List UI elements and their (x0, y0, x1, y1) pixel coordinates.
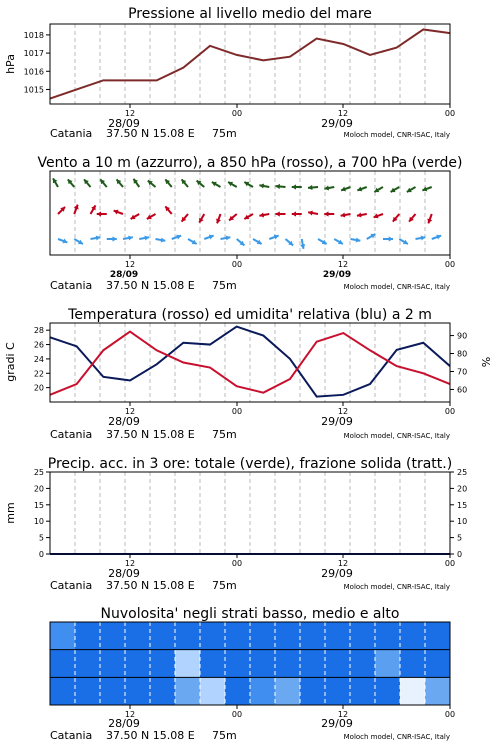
precip-ytick-label-right: 15 (457, 500, 468, 510)
wind-title: Vento a 10 m (azzurro), a 850 hPa (rosso), a 700 hPa (verde) (37, 155, 463, 171)
temp-point (130, 331, 131, 332)
pressure-coords: 37.50 N 15.08 E (106, 127, 195, 140)
cloud-cell (275, 622, 301, 650)
clouds-date-label: 29/09 (321, 717, 353, 730)
temp-point (183, 362, 184, 363)
temp-point (370, 350, 371, 351)
cloud-cell (275, 650, 301, 678)
pressure-point (210, 45, 211, 46)
wind-arrow-head (292, 184, 296, 189)
wind-xtick-label: 00 (231, 260, 243, 269)
cloud-cell (400, 650, 426, 678)
pressure-ytick-label: 1017 (23, 49, 44, 59)
pressure-point (396, 47, 397, 48)
wind-elevation: 75m (212, 279, 237, 292)
cloud-cell (425, 650, 451, 678)
rh-ytick-label-right: 80 (457, 349, 468, 359)
pressure-point (130, 80, 131, 81)
precip-xtick-label: 12 (337, 559, 349, 568)
temp-ytick-label: 24 (33, 354, 44, 364)
cloud-cell (175, 650, 201, 678)
wind-date-label: 29/09 (322, 270, 352, 280)
temp-elevation: 75m (212, 428, 237, 441)
pressure-point (236, 54, 237, 55)
rh-point (263, 335, 264, 336)
cloud-cell (50, 622, 76, 650)
temp-ylabel: gradi C (4, 342, 17, 382)
rh-point (423, 342, 424, 343)
cloud-cell (425, 622, 451, 650)
clouds-xtick-label: 00 (444, 710, 456, 719)
rh-point (130, 380, 131, 381)
rh-point (210, 344, 211, 345)
temp-point (76, 384, 77, 385)
wind-xtick-label: 12 (124, 260, 136, 269)
temp-point (396, 366, 397, 367)
precip-station: Catania (50, 579, 93, 592)
wind-arrow-head (292, 211, 296, 216)
cloud-cell (350, 650, 376, 678)
precip-credit: Moloch model, CNR-ISAC, Italy (343, 583, 450, 591)
pressure-xtick-label: 12 (124, 109, 136, 118)
temp-point (343, 333, 344, 334)
precip-xtick-label: 12 (124, 559, 136, 568)
temp-ytick-label: 28 (33, 326, 44, 336)
rh-point (370, 384, 371, 385)
cloud-cell (125, 650, 151, 678)
pressure-xtick-label: 12 (337, 109, 349, 118)
pressure-date-label: 28/09 (108, 117, 140, 130)
temp-xtick-label: 00 (231, 407, 243, 416)
pressure-ytick-label: 1016 (23, 67, 44, 77)
rh-point (316, 396, 317, 397)
rh-ytick-label-right: 90 (457, 331, 468, 341)
temp-date-label: 29/09 (321, 415, 353, 428)
temp-line (50, 332, 450, 395)
temp-xtick-label: 00 (444, 407, 456, 416)
rh-point (343, 394, 344, 395)
pressure-xtick-label: 00 (444, 109, 456, 118)
wind-credit: Moloch model, CNR-ISAC, Italy (343, 283, 450, 291)
rh-ytick-label-right: 60 (457, 385, 468, 395)
cloud-cell (350, 622, 376, 650)
precip-coords: 37.50 N 15.08 E (106, 579, 195, 592)
clouds-credit: Moloch model, CNR-ISAC, Italy (343, 733, 450, 741)
wind-arrow-head (389, 236, 393, 241)
cloud-cell (275, 677, 301, 705)
cloud-cell (225, 650, 251, 678)
cloud-cell (325, 622, 351, 650)
temp-xtick-label: 12 (337, 407, 349, 416)
clouds-coords: 37.50 N 15.08 E (106, 729, 195, 742)
pressure-xtick-label: 00 (231, 109, 243, 118)
pressure-point (423, 29, 424, 30)
temp-point (263, 392, 264, 393)
clouds-elevation: 75m (212, 729, 237, 742)
precip-date-label: 28/09 (108, 567, 140, 580)
cloud-cell (300, 622, 326, 650)
cloud-cell (100, 650, 126, 678)
precip-xtick-label: 00 (444, 559, 456, 568)
temp-point (156, 350, 157, 351)
pressure-frame (50, 24, 450, 104)
precip-ylabel: mm (4, 502, 17, 524)
precip-xtick-label: 00 (231, 559, 243, 568)
precip-date-label: 29/09 (321, 567, 353, 580)
cloud-cell (50, 677, 76, 705)
temp-point (103, 350, 104, 351)
cloud-cell (425, 677, 451, 705)
cloud-cell (175, 622, 201, 650)
wind-station: Catania (50, 279, 93, 292)
cloud-cell (50, 650, 76, 678)
precip-elevation: 75m (212, 579, 237, 592)
cloud-cell (250, 650, 276, 678)
pressure-ytick-label: 1015 (23, 85, 44, 95)
pressure-point (103, 80, 104, 81)
cloud-cell (175, 677, 201, 705)
cloud-cell (325, 677, 351, 705)
cloud-cell (75, 622, 101, 650)
cloud-cell (325, 650, 351, 678)
temp-point (236, 386, 237, 387)
temp-point (290, 379, 291, 380)
pressure-point (183, 67, 184, 68)
temp-xtick-label: 12 (124, 407, 136, 416)
wind-date-label: 28/09 (109, 270, 139, 280)
wind-arrow-head (276, 184, 280, 189)
cloud-cell (75, 650, 101, 678)
cloud-cell (150, 677, 176, 705)
wind-arrow-head (276, 211, 280, 216)
pressure-point (263, 60, 264, 61)
clouds-date-label: 28/09 (108, 717, 140, 730)
cloud-cell (250, 677, 276, 705)
cloud-cell (200, 650, 226, 678)
precip-ytick-label-right: 20 (457, 484, 468, 494)
cloud-cell (75, 677, 101, 705)
pressure-point (290, 56, 291, 57)
precip-ytick-label: 15 (33, 500, 44, 510)
rh-point (396, 349, 397, 350)
precip-ytick-label-right: 10 (457, 517, 468, 527)
precip-ytick-label: 25 (33, 468, 44, 477)
pressure-point (76, 89, 77, 90)
temp-point (316, 341, 317, 342)
pressure-title: Pressione al livello medio del mare (128, 6, 372, 22)
pressure-station: Catania (50, 127, 93, 140)
cloud-cell (400, 677, 426, 705)
cloud-cell (125, 677, 151, 705)
temp-coords: 37.50 N 15.08 E (106, 428, 195, 441)
precip-title: Precip. acc. in 3 ore: totale (verde), frazione solida (tratt.) (47, 456, 453, 472)
pressure-ytick-label: 1018 (23, 30, 44, 40)
cloud-cell (100, 677, 126, 705)
rh-point (183, 342, 184, 343)
precip-ytick-label: 10 (33, 517, 44, 527)
cloud-cell (375, 650, 401, 678)
cloud-cell (150, 650, 176, 678)
temp-point (210, 367, 211, 368)
pressure-point (370, 54, 371, 55)
cloud-cell (375, 622, 401, 650)
rh-point (103, 376, 104, 377)
precip-ytick-label: 0 (38, 550, 44, 559)
cloud-cell (225, 622, 251, 650)
wind-xtick-label: 12 (337, 260, 349, 269)
temp-ytick-label: 26 (33, 340, 44, 350)
precip-ytick-label-right: 25 (457, 468, 468, 477)
clouds-xtick-label: 00 (231, 710, 243, 719)
clouds-station: Catania (50, 729, 93, 742)
pressure-point (316, 38, 317, 39)
temp-station: Catania (50, 428, 93, 441)
rh-point (156, 364, 157, 365)
cloud-cell (225, 677, 251, 705)
pressure-date-label: 29/09 (321, 117, 353, 130)
cloud-cell (375, 677, 401, 705)
rh-point (76, 346, 77, 347)
rh-ylabel: % (480, 356, 493, 368)
pressure-point (343, 44, 344, 45)
precip-ytick-label-right: 0 (457, 550, 463, 559)
cloud-cell (300, 677, 326, 705)
pressure-elevation: 75m (212, 127, 237, 140)
temp-date-label: 28/09 (108, 415, 140, 428)
cloud-cell (200, 677, 226, 705)
cloud-cell (250, 622, 276, 650)
precip-frame (50, 472, 450, 554)
clouds-title: Nuvolosita' negli strati basso, medio e alto (100, 606, 400, 622)
precip-ytick-label-right: 5 (457, 533, 463, 543)
temp-ytick-label: 22 (33, 369, 44, 379)
precip-ytick-label: 5 (38, 533, 44, 543)
cloud-cell (200, 622, 226, 650)
cloud-cell (150, 622, 176, 650)
temp-credit: Moloch model, CNR-ISAC, Italy (343, 432, 450, 440)
clouds-xtick-label: 12 (124, 710, 136, 719)
rh-ytick-label-right: 70 (457, 367, 468, 377)
pressure-ylabel: hPa (4, 54, 17, 74)
wind-arrow-head (308, 185, 312, 190)
precip-ytick-label: 20 (33, 484, 44, 494)
wind-xtick-label: 00 (444, 260, 456, 269)
rh-point (290, 358, 291, 359)
pressure-point (156, 80, 157, 81)
pressure-credit: Moloch model, CNR-ISAC, Italy (343, 131, 450, 139)
cloud-cell (350, 677, 376, 705)
wind-coords: 37.50 N 15.08 E (106, 279, 195, 292)
cloud-cell (125, 622, 151, 650)
temp-title: Temperatura (rosso) ed umidita' relativa (blu) a 2 m (68, 307, 432, 323)
cloud-cell (400, 622, 426, 650)
cloud-cell (300, 650, 326, 678)
temp-point (423, 373, 424, 374)
wind-arrow-head (112, 236, 116, 241)
clouds-xtick-label: 12 (337, 710, 349, 719)
wind-arrow-head (97, 211, 101, 216)
temp-ytick-label: 20 (33, 383, 44, 393)
cloud-cell (100, 622, 126, 650)
rh-point (236, 326, 237, 327)
